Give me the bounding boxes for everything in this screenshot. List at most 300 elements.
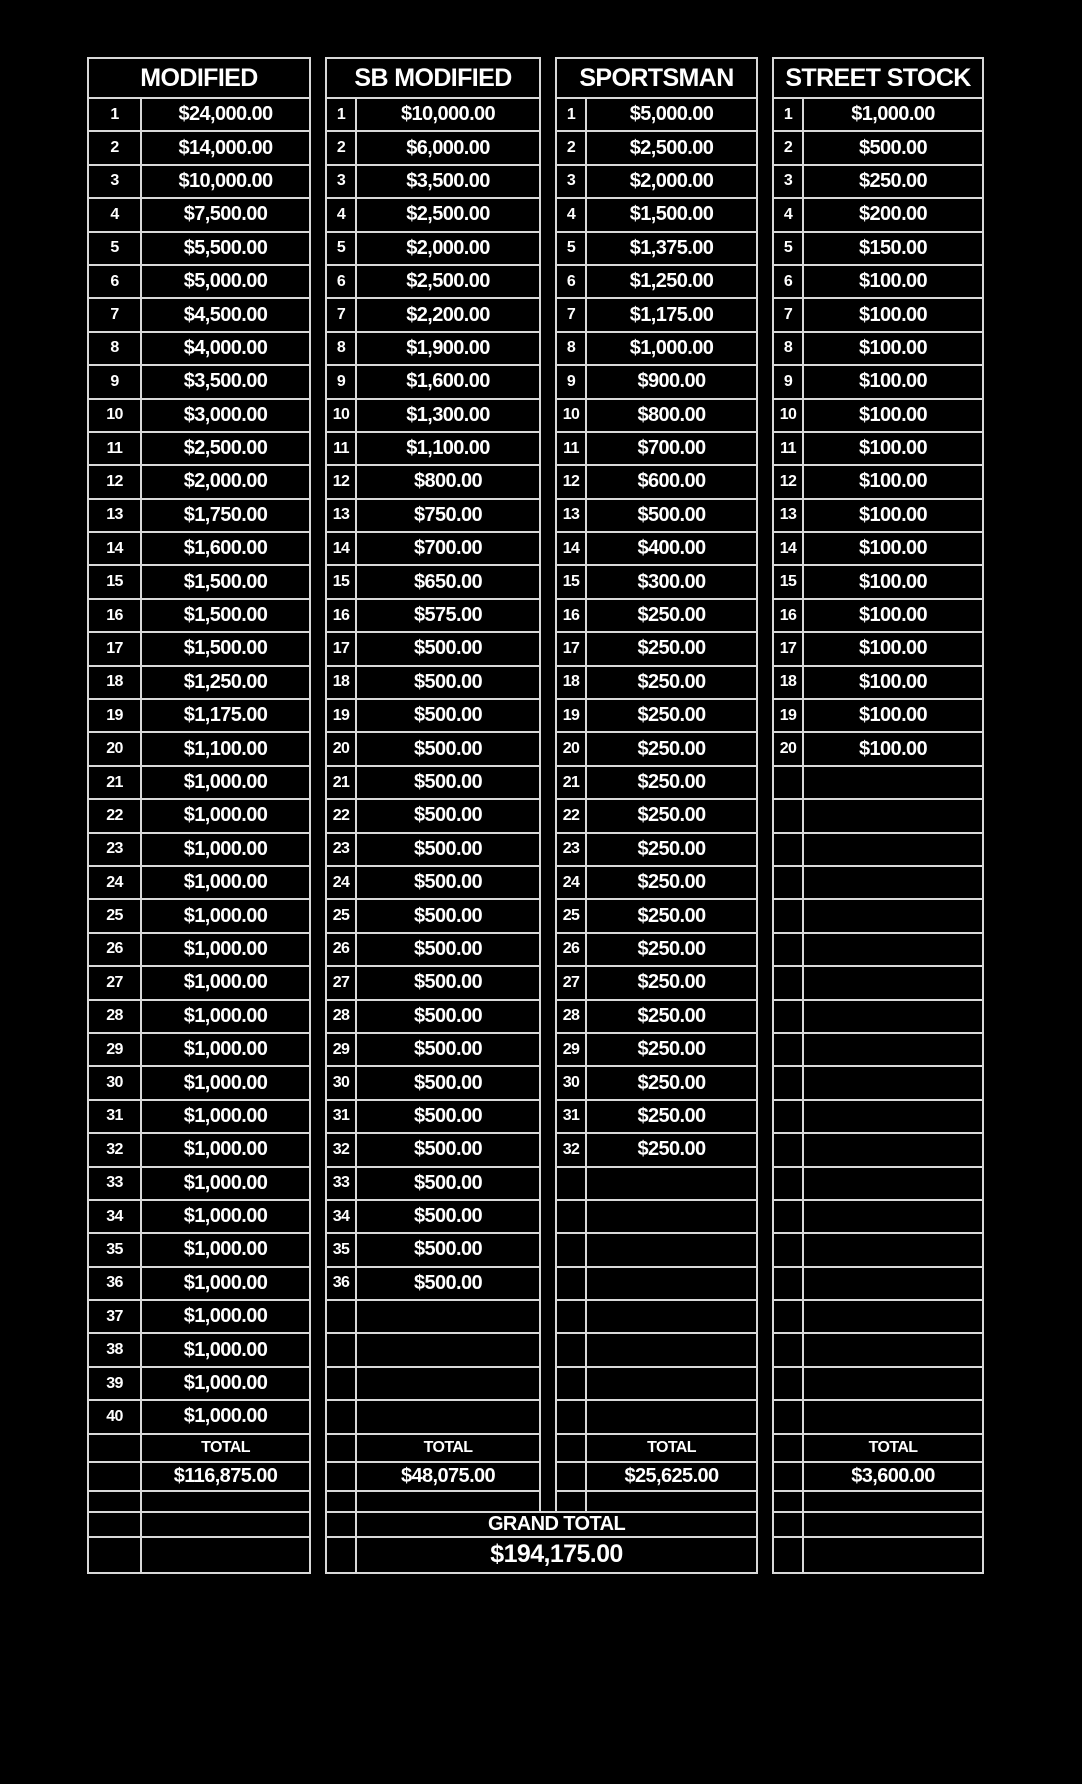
column-separator [757, 232, 773, 265]
column-separator [540, 98, 556, 131]
payout-amount: $1,000.00 [141, 799, 310, 832]
empty-cell [803, 1512, 983, 1537]
column-separator [757, 1133, 773, 1166]
payout-amount: $100.00 [803, 365, 983, 398]
column-separator [540, 632, 556, 665]
table-row [88, 399, 983, 432]
table-row [88, 198, 983, 231]
column-separator [757, 732, 773, 765]
position-number: 10 [773, 399, 803, 432]
table-row [88, 1300, 983, 1333]
column-separator [757, 1462, 773, 1491]
position-number: 17 [556, 632, 586, 665]
empty-cell [773, 1491, 803, 1512]
column-separator [757, 966, 773, 999]
payout-amount: $500.00 [356, 1033, 540, 1066]
payout-amount: $900.00 [586, 365, 757, 398]
column-separator [540, 1267, 556, 1300]
payout-amount: $250.00 [803, 165, 983, 198]
column-separator [757, 131, 773, 164]
division-total-street-stock: $3,600.00 [803, 1462, 983, 1491]
total-label: TOTAL [356, 1434, 540, 1462]
payout-amount: $500.00 [356, 766, 540, 799]
column-separator [757, 1434, 773, 1462]
payout-amount: $250.00 [586, 1066, 757, 1099]
payout-amount: $2,500.00 [356, 198, 540, 231]
payout-amount [586, 1400, 757, 1433]
payout-amount: $2,500.00 [586, 131, 757, 164]
payout-amount: $1,600.00 [356, 365, 540, 398]
position-number: 37 [88, 1300, 141, 1333]
column-separator [310, 1033, 326, 1066]
column-separator [310, 1367, 326, 1400]
position-number: 9 [556, 365, 586, 398]
column-separator [540, 1066, 556, 1099]
column-separator [310, 532, 326, 565]
position-number: 7 [88, 298, 141, 331]
column-separator [310, 599, 326, 632]
payout-amount: $100.00 [803, 432, 983, 465]
payout-amount: $14,000.00 [141, 131, 310, 164]
column-separator [757, 1233, 773, 1266]
column-separator [540, 899, 556, 932]
column-separator [540, 499, 556, 532]
payout-amount: $5,000.00 [141, 265, 310, 298]
table-row [88, 131, 983, 164]
position-number [556, 1333, 586, 1366]
column-separator [310, 632, 326, 665]
column-separator [757, 1066, 773, 1099]
position-number: 3 [88, 165, 141, 198]
payout-amount: $700.00 [586, 432, 757, 465]
position-number: 14 [326, 532, 356, 565]
column-separator [540, 966, 556, 999]
position-number: 1 [556, 98, 586, 131]
position-number: 8 [88, 332, 141, 365]
empty-cell [88, 1537, 141, 1573]
payout-amount: $2,000.00 [356, 232, 540, 265]
position-number: 7 [326, 298, 356, 331]
position-number: 8 [773, 332, 803, 365]
position-number [326, 1333, 356, 1366]
position-number: 27 [326, 966, 356, 999]
payout-amount: $500.00 [356, 1267, 540, 1300]
position-number: 15 [326, 565, 356, 598]
position-number: 28 [88, 1000, 141, 1033]
payout-amount: $1,000.00 [141, 1200, 310, 1233]
payout-amount: $1,175.00 [586, 298, 757, 331]
position-number: 8 [326, 332, 356, 365]
table-row [88, 833, 983, 866]
table-row [88, 666, 983, 699]
position-number: 19 [556, 699, 586, 732]
payout-amount: $100.00 [803, 565, 983, 598]
position-number [773, 933, 803, 966]
column-separator [310, 232, 326, 265]
column-separator [540, 1167, 556, 1200]
column-separator [757, 165, 773, 198]
column-separator [310, 1200, 326, 1233]
payout-amount [803, 1233, 983, 1266]
payout-amount [803, 833, 983, 866]
payout-amount: $500.00 [803, 131, 983, 164]
empty-cell [141, 1512, 310, 1537]
table-row [88, 1066, 983, 1099]
table-row [88, 1367, 983, 1400]
column-separator [757, 565, 773, 598]
table-row [88, 766, 983, 799]
payout-amount: $100.00 [803, 465, 983, 498]
empty-cell [88, 1491, 141, 1512]
column-separator [310, 432, 326, 465]
table-row [88, 1333, 983, 1366]
column-separator [540, 1434, 556, 1462]
column-separator [310, 1537, 326, 1573]
column-separator [310, 1167, 326, 1200]
position-number: 35 [88, 1233, 141, 1266]
position-number [773, 1367, 803, 1400]
payout-amount: $100.00 [803, 265, 983, 298]
column-separator [540, 866, 556, 899]
column-separator [540, 799, 556, 832]
payout-amount: $1,000.00 [141, 933, 310, 966]
position-number: 13 [326, 499, 356, 532]
position-number: 11 [326, 432, 356, 465]
position-number: 18 [773, 666, 803, 699]
position-number [773, 1167, 803, 1200]
column-separator [757, 58, 773, 98]
column-separator [540, 432, 556, 465]
payout-amount [803, 899, 983, 932]
table-row [88, 1267, 983, 1300]
position-number [773, 899, 803, 932]
payout-amount: $1,000.00 [141, 966, 310, 999]
column-separator [310, 1100, 326, 1133]
position-number: 29 [326, 1033, 356, 1066]
position-number: 26 [326, 933, 356, 966]
payout-amount [803, 1066, 983, 1099]
payout-amount: $500.00 [356, 1200, 540, 1233]
payout-amount [803, 1000, 983, 1033]
position-number [773, 966, 803, 999]
payout-amount: $575.00 [356, 599, 540, 632]
empty-cell [556, 1462, 586, 1491]
position-number: 4 [773, 198, 803, 231]
position-number: 21 [556, 766, 586, 799]
column-separator [757, 465, 773, 498]
payout-amount: $1,100.00 [356, 432, 540, 465]
payout-amount: $1,000.00 [141, 1100, 310, 1133]
payout-amount: $3,000.00 [141, 399, 310, 432]
position-number: 33 [88, 1167, 141, 1200]
division-total-modified: $116,875.00 [141, 1462, 310, 1491]
table-row [88, 1000, 983, 1033]
position-number: 22 [326, 799, 356, 832]
position-number: 25 [556, 899, 586, 932]
position-number: 22 [88, 799, 141, 832]
payout-amount: $10,000.00 [356, 98, 540, 131]
payout-amount [586, 1233, 757, 1266]
column-separator [757, 1100, 773, 1133]
position-number: 9 [88, 365, 141, 398]
column-separator [310, 165, 326, 198]
payout-amount: $500.00 [356, 966, 540, 999]
column-separator [310, 298, 326, 331]
empty-cell [773, 1537, 803, 1573]
position-number: 8 [556, 332, 586, 365]
column-separator [757, 899, 773, 932]
table-row [88, 1200, 983, 1233]
payout-amount: $400.00 [586, 532, 757, 565]
payout-amount: $250.00 [586, 1100, 757, 1133]
division-total-sb-modified: $48,075.00 [356, 1462, 540, 1491]
column-separator [310, 332, 326, 365]
payout-amount [803, 866, 983, 899]
position-number: 16 [556, 599, 586, 632]
payout-amount [803, 1167, 983, 1200]
table-row [88, 899, 983, 932]
position-number: 19 [88, 699, 141, 732]
position-number: 4 [326, 198, 356, 231]
position-number [773, 1000, 803, 1033]
payout-amount [803, 1200, 983, 1233]
payout-amount: $100.00 [803, 332, 983, 365]
column-separator [310, 1491, 326, 1512]
column-separator [757, 866, 773, 899]
payout-amount: $800.00 [356, 465, 540, 498]
payout-amount [586, 1367, 757, 1400]
column-separator [310, 1300, 326, 1333]
table-row [88, 1100, 983, 1133]
payout-amount [803, 1100, 983, 1133]
position-number: 38 [88, 1333, 141, 1366]
payout-amount: $1,000.00 [141, 1367, 310, 1400]
column-separator [310, 198, 326, 231]
column-separator [757, 332, 773, 365]
empty-cell [326, 1537, 356, 1573]
empty-cell [326, 1512, 356, 1537]
payout-amount: $1,000.00 [141, 1400, 310, 1433]
position-number: 6 [556, 265, 586, 298]
column-separator [310, 933, 326, 966]
payout-amount [586, 1300, 757, 1333]
payout-amount: $500.00 [356, 732, 540, 765]
column-separator [540, 365, 556, 398]
column-separator [540, 265, 556, 298]
position-number: 10 [556, 399, 586, 432]
column-separator [540, 1300, 556, 1333]
table-row [88, 98, 983, 131]
position-number [773, 766, 803, 799]
position-number: 36 [326, 1267, 356, 1300]
payout-amount: $100.00 [803, 599, 983, 632]
position-number [326, 1367, 356, 1400]
position-number: 18 [556, 666, 586, 699]
column-separator [310, 1267, 326, 1300]
payout-amount: $1,000.00 [141, 866, 310, 899]
payout-amount: $100.00 [803, 499, 983, 532]
table-row [88, 532, 983, 565]
column-separator [757, 532, 773, 565]
payout-amount: $1,500.00 [141, 565, 310, 598]
payout-amount: $250.00 [586, 1133, 757, 1166]
column-separator [540, 131, 556, 164]
column-separator [310, 699, 326, 732]
position-number: 27 [556, 966, 586, 999]
column-separator [540, 532, 556, 565]
position-number: 29 [88, 1033, 141, 1066]
position-number [556, 1400, 586, 1433]
payout-amount: $2,500.00 [141, 432, 310, 465]
table-row [88, 365, 983, 398]
payout-amount [586, 1333, 757, 1366]
column-separator [310, 399, 326, 432]
payout-amount [586, 1167, 757, 1200]
payout-amount: $100.00 [803, 699, 983, 732]
payout-amount: $250.00 [586, 766, 757, 799]
payout-amount: $500.00 [356, 1167, 540, 1200]
payout-amount [356, 1333, 540, 1366]
empty-cell [88, 1462, 141, 1491]
column-separator [540, 332, 556, 365]
position-number: 6 [773, 265, 803, 298]
column-separator [757, 1200, 773, 1233]
payout-amount: $1,250.00 [141, 666, 310, 699]
position-number: 16 [773, 599, 803, 632]
column-separator [540, 833, 556, 866]
position-number [773, 866, 803, 899]
position-number: 24 [326, 866, 356, 899]
payout-amount: $1,500.00 [141, 632, 310, 665]
column-separator [757, 499, 773, 532]
column-separator [757, 1400, 773, 1433]
column-separator [757, 265, 773, 298]
column-separator [757, 1300, 773, 1333]
payout-amount: $1,900.00 [356, 332, 540, 365]
column-separator [310, 1434, 326, 1462]
payout-amount: $150.00 [803, 232, 983, 265]
column-separator [757, 1267, 773, 1300]
table-row [88, 565, 983, 598]
payout-amount [803, 1133, 983, 1166]
position-number [773, 1033, 803, 1066]
payout-amount: $1,000.00 [141, 1167, 310, 1200]
payout-amount: $250.00 [586, 933, 757, 966]
position-number: 9 [326, 365, 356, 398]
column-separator [540, 732, 556, 765]
position-number: 5 [773, 232, 803, 265]
position-number: 15 [556, 565, 586, 598]
payout-amount: $3,500.00 [141, 365, 310, 398]
column-separator [310, 1233, 326, 1266]
payout-amount: $800.00 [586, 399, 757, 432]
column-separator [310, 265, 326, 298]
column-separator [310, 833, 326, 866]
column-separator [310, 98, 326, 131]
payout-amount: $250.00 [586, 1000, 757, 1033]
empty-cell [356, 1491, 540, 1512]
position-number: 35 [326, 1233, 356, 1266]
payout-amount: $250.00 [586, 632, 757, 665]
payout-amount [586, 1267, 757, 1300]
position-number: 40 [88, 1400, 141, 1433]
column-separator [310, 1333, 326, 1366]
empty-cell [326, 1491, 356, 1512]
payout-amount: $2,500.00 [356, 265, 540, 298]
column-separator [757, 666, 773, 699]
table-row [88, 332, 983, 365]
column-separator [540, 1367, 556, 1400]
payout-amount: $1,000.00 [141, 766, 310, 799]
position-number: 26 [556, 933, 586, 966]
column-separator [540, 1462, 556, 1491]
position-number: 22 [556, 799, 586, 832]
payout-amount: $1,000.00 [141, 1333, 310, 1366]
column-separator [757, 1033, 773, 1066]
column-separator [540, 1100, 556, 1133]
position-number: 12 [556, 465, 586, 498]
empty-cell [326, 1434, 356, 1462]
payout-amount: $1,250.00 [586, 265, 757, 298]
payout-amount: $24,000.00 [141, 98, 310, 131]
payout-amount: $1,000.00 [141, 1033, 310, 1066]
payout-amount: $250.00 [586, 966, 757, 999]
position-number: 2 [88, 131, 141, 164]
position-number: 30 [556, 1066, 586, 1099]
position-number: 31 [556, 1100, 586, 1133]
position-number: 10 [88, 399, 141, 432]
column-separator [310, 799, 326, 832]
table-row [88, 499, 983, 532]
position-number: 31 [326, 1100, 356, 1133]
position-number [773, 1333, 803, 1366]
position-number: 10 [326, 399, 356, 432]
empty-cell [803, 1491, 983, 1512]
column-separator [540, 766, 556, 799]
empty-cell [773, 1512, 803, 1537]
position-number [556, 1167, 586, 1200]
table-row [88, 933, 983, 966]
column-separator [540, 1233, 556, 1266]
position-number: 26 [88, 933, 141, 966]
payout-amount: $6,000.00 [356, 131, 540, 164]
position-number: 27 [88, 966, 141, 999]
position-number [556, 1300, 586, 1333]
payout-amount: $1,300.00 [356, 399, 540, 432]
payout-amount: $3,500.00 [356, 165, 540, 198]
payout-amount: $5,500.00 [141, 232, 310, 265]
empty-cell [556, 1491, 586, 1512]
payout-amount: $500.00 [356, 833, 540, 866]
payout-amount: $1,000.00 [141, 899, 310, 932]
division-total-sportsman: $25,625.00 [586, 1462, 757, 1491]
position-number: 28 [556, 1000, 586, 1033]
position-number: 14 [773, 532, 803, 565]
division-header-row [88, 58, 983, 98]
position-number [556, 1267, 586, 1300]
payout-amount: $250.00 [586, 599, 757, 632]
position-number: 23 [556, 833, 586, 866]
payout-amount: $7,500.00 [141, 198, 310, 231]
payout-amount: $5,000.00 [586, 98, 757, 131]
empty-cell [586, 1491, 757, 1512]
table-row [88, 1167, 983, 1200]
column-separator [310, 499, 326, 532]
column-separator [757, 1491, 773, 1512]
position-number [326, 1400, 356, 1433]
position-number: 30 [326, 1066, 356, 1099]
position-number [773, 1133, 803, 1166]
